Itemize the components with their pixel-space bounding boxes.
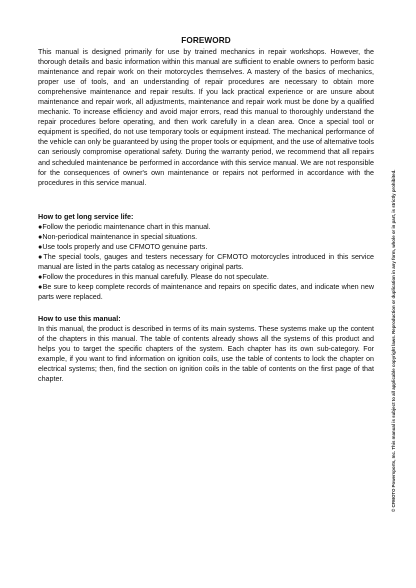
list-item xyxy=(38,272,374,282)
copyright-sidebar xyxy=(384,20,398,520)
bullet-icon: ● xyxy=(38,252,44,261)
how-to-use-paragraph: In this manual, the product is described in terms of its main systems. These systems make up the content of the chapters in this manual. The table of contents already shows all the systems of this product and helps you to target the specific chapters of the system. Each chapter has its own sub-category. For example, if you want to find information on ignition coils, use the table of contents to lock the chapter on electrical systems; then, find the section on ignition coils in the table of contents on the first page of that chapter. xyxy=(38,325,374,384)
list-item xyxy=(38,282,374,302)
bullet-icon: ● xyxy=(38,232,43,241)
bullet-icon: ● xyxy=(38,242,43,251)
bullet-icon: ● xyxy=(38,282,43,291)
list-item-text: The special tools, gauges and testers necessary for CFMOTO motorcycles introduced in this service manual are listed in the parts catalog as necessary original parts. xyxy=(38,252,374,271)
section-heading-how-to-use: How to use this manual: xyxy=(38,314,121,324)
list-item xyxy=(38,222,374,232)
list-item xyxy=(38,252,374,272)
page-title: FOREWORD xyxy=(181,36,231,45)
list-item-text: Non-periodical maintenance in special situations. xyxy=(42,232,198,241)
manual-page xyxy=(38,36,374,384)
list-item xyxy=(38,232,374,242)
intro-paragraph: This manual is designed primarily for use by trained mechanics in repair workshops. However, the thorough details and basic information within this manual are sufficient to enable owners to perform basic maintenance and repair work on their motorcycles themselves. A mastery of the basics of mechanics, proper use of tools, and an understanding of repair procedures are necessary to obtain more comprehensive maintenance and repair results. If you lack practical experience or are unsure about maintenance and repair work, all adjustments, maintenance and repair work must be done by a qualified mechanic. To increase efficiency and avoid major errors, read this manual to thoroughly understand the repair procedures before operating, and then work carefully in a clean area. Once a special tool or equipment is specified, do not use temporary tools or equipment instead. The mechanical performance of the vehicle can only be guaranteed by using the proper tools or equipment, and the use of alternative tools can seriously compromise operational safety. During the warranty period, we recommend that all repairs and scheduled maintenance be performed in accordance with this service manual. We are not responsible for the consequences of owner's own maintenance or repairs not performed in accordance with the procedures in this service manual. xyxy=(38,48,374,187)
spacer xyxy=(38,302,374,314)
list-item-text: Use tools properly and use CFMOTO genuine parts. xyxy=(42,242,208,251)
list-item xyxy=(38,242,374,252)
section-heading-service-life: How to get long service life: xyxy=(38,211,134,221)
list-item-text: Follow the procedures in this manual carefully. Please do not speculate. xyxy=(42,272,269,281)
copyright-notice: © CFMOTO Powersports, Inc. This manual is subject to all applicable copyright laws. Reproduction or duplication in any form, whole or in part, is strictly prohibited. xyxy=(391,169,396,512)
bullet-icon: ● xyxy=(38,272,43,281)
service-life-list xyxy=(38,222,374,302)
spacer xyxy=(38,188,374,212)
bullet-icon: ● xyxy=(38,222,43,231)
list-item-text: Be sure to keep complete records of maintenance and repairs on specific dates, and indicate when new parts were replaced. xyxy=(38,282,374,301)
list-item-text: Follow the periodic maintenance chart in this manual. xyxy=(42,222,211,231)
